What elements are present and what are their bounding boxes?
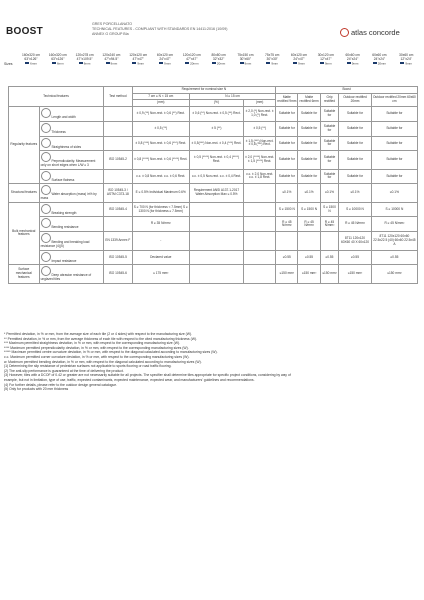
col-boost: Boost <box>276 87 418 94</box>
boost-value: ≤150 mm³ <box>298 265 320 283</box>
thickness-icon <box>240 62 244 65</box>
feature-name <box>39 184 103 202</box>
boost-value: Suitable for <box>320 121 338 136</box>
thickness-badge <box>52 62 64 66</box>
footnotes <box>4 332 420 392</box>
test-method <box>103 136 132 151</box>
footnote: **** Maximum permitted perpendicularity deviation, in % or mm, with respect to the corresponding manufacturing sizes (W). <box>4 345 189 350</box>
col-matte2: Matte rectified 6mm <box>298 93 320 106</box>
size-inch: 47"x109.5" <box>76 56 93 61</box>
unit-mm2: (mm) <box>244 100 276 107</box>
size-value: 160x320 cm <box>22 53 40 57</box>
req-a: ± 0,8 (****) Non-rect. ± 0,6 (****) Rect. <box>132 151 189 169</box>
test-method: ISO 10545-3 / ASTM C373-18 <box>103 184 132 202</box>
col-features: Technical features <box>9 87 104 107</box>
size-item <box>47 54 69 66</box>
req-c <box>244 232 276 250</box>
boost-value: S ≥ 1500 N <box>320 202 338 217</box>
req-a: ± 0,8 (***) Non-rect. ± 0,6 (***) Rect. <box>132 136 189 151</box>
technical-subtitle <box>92 22 272 38</box>
boost-value: Suitable for <box>320 151 338 169</box>
boost-value: S ≥ 10000 N <box>339 202 372 217</box>
footnote: * Permitted deviation, in % or mm, from the average size of each tile (2 or 4 sides) with respect to the manufacturing size (W). <box>4 332 193 336</box>
boost-value: ≤0.1% <box>298 184 320 202</box>
table-row <box>9 184 418 202</box>
thickness-badge <box>240 62 252 66</box>
thickness-badge <box>266 62 278 66</box>
size-item <box>154 54 176 66</box>
thickness-value: 9mm <box>137 60 145 65</box>
boost-value: ≤150 mm³ <box>320 265 338 283</box>
size-item <box>74 54 96 66</box>
feature-icon <box>41 185 51 195</box>
feature-icon <box>41 233 51 243</box>
req-b <box>189 265 243 283</box>
thickness-icon <box>106 62 110 65</box>
subtitle-line: TECHNICAL FEATURES - COMPLIANT WITH STANDARDS EN 14411:2016 (10/09) <box>92 27 228 32</box>
req-a: c.c. ± 0,8 Non-rect. c.c. ± 0,6 Rect. <box>132 169 189 184</box>
size-value: 30x60 cm <box>399 53 414 57</box>
page-header <box>0 0 424 50</box>
sizes-strip <box>2 54 422 76</box>
boost-value: Suitable for <box>339 136 372 151</box>
feature-icon <box>41 123 51 133</box>
size-inch: 63"x126" <box>51 56 65 61</box>
size-inch: 24"x24" <box>346 56 359 61</box>
feature-name <box>39 136 103 151</box>
size-value: 30x120 cm <box>317 53 334 57</box>
size-item <box>342 54 364 66</box>
req-c <box>244 184 276 202</box>
size-value: 75x150 cm <box>237 53 254 57</box>
footnote: ** Permitted deviation, in % or mm, from the average thickness of each tile with respect to the cited manufacturing thickness (W). <box>4 336 197 341</box>
boost-value: Suitable for <box>320 107 338 122</box>
thickness-badge <box>320 62 332 66</box>
test-method: ISO 10545-6 <box>103 265 132 283</box>
boost-value: Suitable for <box>320 136 338 151</box>
thickness-badge <box>106 62 118 66</box>
thickness-badge <box>212 62 225 66</box>
feature-label: Water absorption (mass) in% by mass <box>40 192 97 201</box>
req-b: ± 0,5 (****) Non-rect. ± 0,4 (****) Rect. <box>189 151 243 169</box>
boost-value: S ≥ 10000 N <box>371 202 417 217</box>
group-label: Regularity features <box>9 107 40 184</box>
feature-name <box>39 265 103 283</box>
thickness-value: 9mm <box>244 60 252 65</box>
size-item <box>208 54 230 66</box>
size-inch: 30"x30" <box>266 56 278 61</box>
size-value: 120x120 cm <box>182 53 201 57</box>
brand-logo <box>340 28 400 37</box>
group-label: Bulk mechanical features <box>9 202 40 265</box>
feature-name <box>39 151 103 169</box>
test-method <box>103 107 132 122</box>
test-method: ISO 10545-2 <box>103 151 132 169</box>
req-c: ± 2,0 (****) Non-rect. ± 1,5 (****) Rect. <box>244 151 276 169</box>
req-b: c.c. ± 0,5 Non-rect. c.c. ± 0,4 Rect. <box>189 169 243 184</box>
logo-mark-icon <box>340 28 349 37</box>
boost-value: R ≥ 45 N/mm² <box>276 217 298 232</box>
req-b <box>189 202 243 217</box>
thickness-icon <box>347 62 351 65</box>
group-label: Surface mechanical features <box>9 265 40 283</box>
thickness-badge <box>400 62 412 66</box>
table-row <box>9 265 418 283</box>
thickness-badge <box>132 62 144 66</box>
table-row <box>9 169 418 184</box>
thickness-value: 9mm <box>164 60 171 65</box>
thickness-badge <box>373 62 386 66</box>
thickness-icon <box>400 62 404 65</box>
size-item <box>395 54 417 66</box>
test-method: ISO 10545-4 <box>103 202 132 217</box>
boost-value: R ≥ 45 N/mm² <box>298 217 320 232</box>
table-row <box>9 250 418 265</box>
req-c <box>244 265 276 283</box>
thickness-icon <box>373 62 377 65</box>
size-item <box>288 54 310 66</box>
table-row <box>9 151 418 169</box>
boost-value: ≤0.1% <box>276 184 298 202</box>
thickness-value: 6mm <box>56 60 64 65</box>
boost-value: ≤0.1% <box>339 184 372 202</box>
boost-value: Suitable for <box>339 151 372 169</box>
thickness-icon <box>25 62 29 65</box>
page-title: BOOST <box>6 26 44 37</box>
feature-name <box>39 169 103 184</box>
boost-value: Suitable for <box>320 169 338 184</box>
size-item <box>261 54 283 66</box>
thickness-badge <box>159 62 171 66</box>
boost-value: ≥0.55 <box>339 250 372 265</box>
footnote: w. Maximum permitted bending deviation, in % or mm, with respect to the diagonal calculated according to manufacturing sizes (W). <box>4 359 202 364</box>
boost-value: ≥0.55 <box>371 250 417 265</box>
feature-name <box>39 217 103 232</box>
boost-value: R ≥ 45 N/mm² <box>371 217 417 232</box>
boost-value: R ≥ 45 N/mm² <box>320 217 338 232</box>
size-value: 120x240 cm <box>102 53 121 57</box>
size-inch: 24"x47" <box>159 56 171 61</box>
table-row <box>9 136 418 151</box>
boost-value: ≤0.1% <box>371 184 417 202</box>
thickness-value: 9mm <box>405 60 413 65</box>
thickness-badge <box>347 62 359 66</box>
footnote: *** Maximum permitted straightness deviation, in % or mm, with respect to the corresponding manufacturing size (W). <box>4 341 181 346</box>
req-b <box>189 217 243 232</box>
thickness-badge <box>293 62 305 66</box>
thickness-icon <box>52 62 56 65</box>
size-item <box>368 54 390 66</box>
size-inch: 24"x24" <box>373 56 386 61</box>
size-inch: 24"x47" <box>293 56 305 61</box>
footnote: (2) The anti-slip performance is guaranteed at the time of delivering the product. <box>4 368 124 373</box>
subtitle-line: GRES PORCELLANATO <box>92 22 133 26</box>
boost-value: Suitable for <box>298 151 320 169</box>
feature-icon <box>41 108 51 118</box>
req-b: ± 5 (**) <box>189 121 243 136</box>
size-value: 60x60 cm <box>345 53 360 57</box>
footnote: example, but not in limitation, type of use, traffic, expected contaminants, expected maintenance, expected wear, and manufacturers' guidelines and recommendations. <box>4 377 255 382</box>
boost-value: 8T11 120x120 60X60 40 X 60x120 <box>339 232 372 250</box>
thickness-badge <box>185 62 198 66</box>
thickness-value: 20mm <box>377 60 387 65</box>
size-inch: 32"x32" <box>212 56 225 61</box>
size-value: 120x120 cm <box>129 53 148 57</box>
boost-value: ≤150 mm³ <box>276 265 298 283</box>
col-method: Test method <box>103 87 132 107</box>
req-a: ± 0,5 (**) <box>132 121 189 136</box>
feature-name <box>39 202 103 217</box>
size-inch: 12"x24" <box>400 56 412 61</box>
req-a: Declared value <box>132 250 189 265</box>
logo-text: atlas concorde <box>351 28 400 37</box>
boost-value: ≤150 mm³ <box>339 265 372 283</box>
boost-value: Suitable for <box>298 107 320 122</box>
footnote: (3) However, tiles with a DCOF of 0.42 or greater are not necessarily suitable for all projects. The specifier shall determine tiles appropriate for specific project conditions, considering by way of <box>4 373 291 378</box>
col-n-large: N ≥ 15 cm <box>189 93 275 100</box>
size-item <box>100 54 122 66</box>
boost-value: Suitable for <box>339 169 372 184</box>
size-item <box>234 54 256 66</box>
thickness-badge <box>79 62 91 66</box>
col-outdoor2: Outdoor rectified 20mm 60x60 cm <box>371 93 417 106</box>
boost-value: Suitable for <box>298 136 320 151</box>
feature-label: Deep abrasion resistance of unglazed tiles <box>40 273 92 281</box>
req-c: ± 0,5 (**) <box>244 121 276 136</box>
req-a: S ≥ 700 N (for thickness < 7.5mm) S ≥ 1300 N (for thickness ≥ 7.5mm) <box>132 202 189 217</box>
boost-value: Suitable for <box>276 151 298 169</box>
req-b: ± 0,5(***) Non-rect. ± 0,4 (***) Rect. <box>189 136 243 151</box>
boost-value: S ≥ 1500 N <box>298 202 320 217</box>
req-b: Requirement ANSI A137.1-2017 Water Absorption Max ≤ 0.5% <box>189 184 243 202</box>
unit-pct: (%) <box>189 100 243 107</box>
feature-icon <box>41 171 51 181</box>
col-outdoor: Outdoor rectified 20mm <box>339 93 372 106</box>
boost-value: Suitable for <box>298 121 320 136</box>
thickness-icon <box>320 62 324 65</box>
req-a: E ≤ 0.5% Individual Maximum 0.6% <box>132 184 189 202</box>
size-value: 60x120 cm <box>290 53 308 57</box>
feature-label: Straightness of sides <box>51 144 82 149</box>
boost-value <box>320 232 338 250</box>
thickness-value: 9mm <box>298 60 305 65</box>
size-value: 120x278 cm <box>75 53 94 57</box>
feature-label: Bending and breaking load resistance (4)(5) <box>40 240 90 248</box>
thickness-value: 9mm <box>351 60 359 65</box>
req-c: c.c. ± 2,0 Non-rect. c.c. ± 1,8 Rect. <box>244 169 276 184</box>
footnote: (5) Only for products with 20 mm thickness <box>4 387 69 392</box>
thickness-icon <box>132 62 136 65</box>
req-a: - <box>132 232 189 250</box>
table-row <box>9 107 418 122</box>
table-row <box>9 232 418 250</box>
boost-value: Suitable for <box>276 121 298 136</box>
req-c <box>244 202 276 217</box>
boost-value: Suitable for <box>298 169 320 184</box>
feature-icon <box>41 266 51 276</box>
req-c: ± 1,5 (***) Non-rect. ± 0,8 (***) Rect. <box>244 136 276 151</box>
req-a: R ≥ 35 N/mm² <box>132 217 189 232</box>
size-inch: 47"x47" <box>186 56 198 61</box>
feature-label: Breaking strength <box>51 210 77 215</box>
thickness-value: 6mm <box>83 60 91 65</box>
thickness-icon <box>293 62 297 65</box>
thickness-value: 9mm <box>271 60 279 65</box>
req-c <box>244 250 276 265</box>
thickness-value: 20mm <box>216 60 226 65</box>
boost-value: R ≥ 45 N/mm² <box>339 217 372 232</box>
thickness-value: 20mm <box>190 60 199 65</box>
footnote: c.c. Maximum permitted corner curvature deviation, in % or mm, with respect to the corresponding manufacturing sizes (W). <box>4 354 190 359</box>
feature-icon <box>41 252 51 262</box>
size-value: 160x320 cm <box>48 53 67 57</box>
unit-mm: (mm) <box>132 100 189 107</box>
size-inch: 63"x126" <box>24 56 38 61</box>
req-c: ± 2,0 (*) Non-rect. ± 1,0 (*) Rect. <box>244 107 276 122</box>
boost-value: Suitable for <box>276 107 298 122</box>
feature-icon <box>41 138 51 148</box>
size-value: 75x75 cm <box>265 53 280 57</box>
req-b <box>189 232 243 250</box>
boost-value: Suitable for <box>339 107 372 122</box>
boost-value: S ≥ 1500 N <box>276 202 298 217</box>
thickness-value: 6mm <box>30 60 37 65</box>
thickness-icon <box>266 62 270 65</box>
thickness-icon <box>212 62 216 65</box>
feature-icon <box>41 152 51 162</box>
thickness-icon <box>185 62 189 65</box>
feature-label: Impact resistance <box>51 258 77 263</box>
size-inch: 12"x47" <box>320 56 332 61</box>
size-value: 60x120 cm <box>156 53 174 57</box>
test-method: EN 1339 Annex F <box>103 232 132 250</box>
group-label: Structural features <box>9 184 40 202</box>
boost-value: Suitable for <box>371 107 417 122</box>
feature-name <box>39 107 103 122</box>
boost-value: Suitable for <box>339 121 372 136</box>
thickness-value: 9mm <box>324 60 332 65</box>
thickness-value: 9mm <box>110 60 118 65</box>
feature-icon <box>41 204 51 214</box>
technical-table <box>8 86 418 284</box>
req-b <box>189 250 243 265</box>
feature-name <box>39 250 103 265</box>
req-c <box>244 217 276 232</box>
thickness-icon <box>79 62 83 65</box>
boost-value: Suitable for <box>276 169 298 184</box>
size-inch: 47"x94.5" <box>104 56 119 61</box>
size-inch: 47"x47" <box>132 56 144 61</box>
boost-value: ≤150 mm³ <box>371 265 417 283</box>
footnote: (1) Determining the slip resistance of pedestrian surfaces not applicable to sports flooring or road traffic flooring. <box>4 364 172 369</box>
boost-value <box>298 232 320 250</box>
test-method: ISO 10545-5 <box>103 250 132 265</box>
test-method <box>103 169 132 184</box>
boost-value: ≥0.55 <box>276 250 298 265</box>
boost-value: Suitable for <box>371 136 417 151</box>
boost-value: 8T11 120x120 60x60 22.5x22.5 (40) 60x60 22.5x45 A <box>371 232 417 250</box>
boost-value: Suitable for <box>276 136 298 151</box>
boost-value: ≥0.55 <box>298 250 320 265</box>
sizes-label: Sizes <box>4 62 13 66</box>
req-a: ± 0,9 (**) Non-rect. ± 0,6 (**) Rect. <box>132 107 189 122</box>
subtitle-line: ANNEX G GROUP BIa <box>92 32 129 37</box>
req-b: ± 0,6 (**) Non-rect. ± 0,5 (**) Rect. <box>189 107 243 122</box>
size-value: 60x60 cm <box>372 53 387 57</box>
feature-icon <box>41 218 51 228</box>
feature-label: Length and width <box>51 115 76 120</box>
boost-value: Suitable for <box>371 151 417 169</box>
boost-value <box>276 232 298 250</box>
req-a: ≤ 175 mm³ <box>132 265 189 283</box>
col-matte: Matte rectified 9mm <box>276 93 298 106</box>
thickness-icon <box>159 62 163 65</box>
feature-label: Surface flatness <box>51 177 75 182</box>
boost-value: Suitable for <box>371 169 417 184</box>
feature-label: Thickness <box>51 129 66 134</box>
feature-label: Bending resistance <box>51 225 79 230</box>
boost-value: ≤0.1% <box>320 184 338 202</box>
footnote: (4) For further details, please refer to the outdoor design general catalogue. <box>4 382 118 387</box>
test-method <box>103 217 132 232</box>
col-requirement: Requirement for nominal size N <box>132 87 276 94</box>
size-item <box>127 54 149 66</box>
table-row <box>9 121 418 136</box>
feature-name <box>39 121 103 136</box>
feature-label: Perpendicularity. Measurement only on short edges when L/W ≥ 3 <box>40 159 96 167</box>
size-item <box>20 54 42 66</box>
thickness-badge <box>25 62 37 66</box>
table-row <box>9 202 418 217</box>
size-item <box>181 54 203 66</box>
col-grip: Grip rectified <box>320 93 338 106</box>
size-inch: 30"x60" <box>239 56 252 61</box>
boost-value: Suitable for <box>371 121 417 136</box>
feature-name <box>39 232 103 250</box>
table-row <box>9 217 418 232</box>
footnote: ***** Maximum permitted centre curvature deviation, in % or mm, with respect to the diagonal calculated according to manufacturing sizes (W). <box>4 350 218 355</box>
test-method <box>103 121 132 136</box>
col-n-small: 7 cm ≤ N < 15 cm <box>132 93 189 100</box>
size-item <box>315 54 337 66</box>
size-value: 80x80 cm <box>211 53 226 57</box>
boost-value: ≥0.55 <box>320 250 338 265</box>
